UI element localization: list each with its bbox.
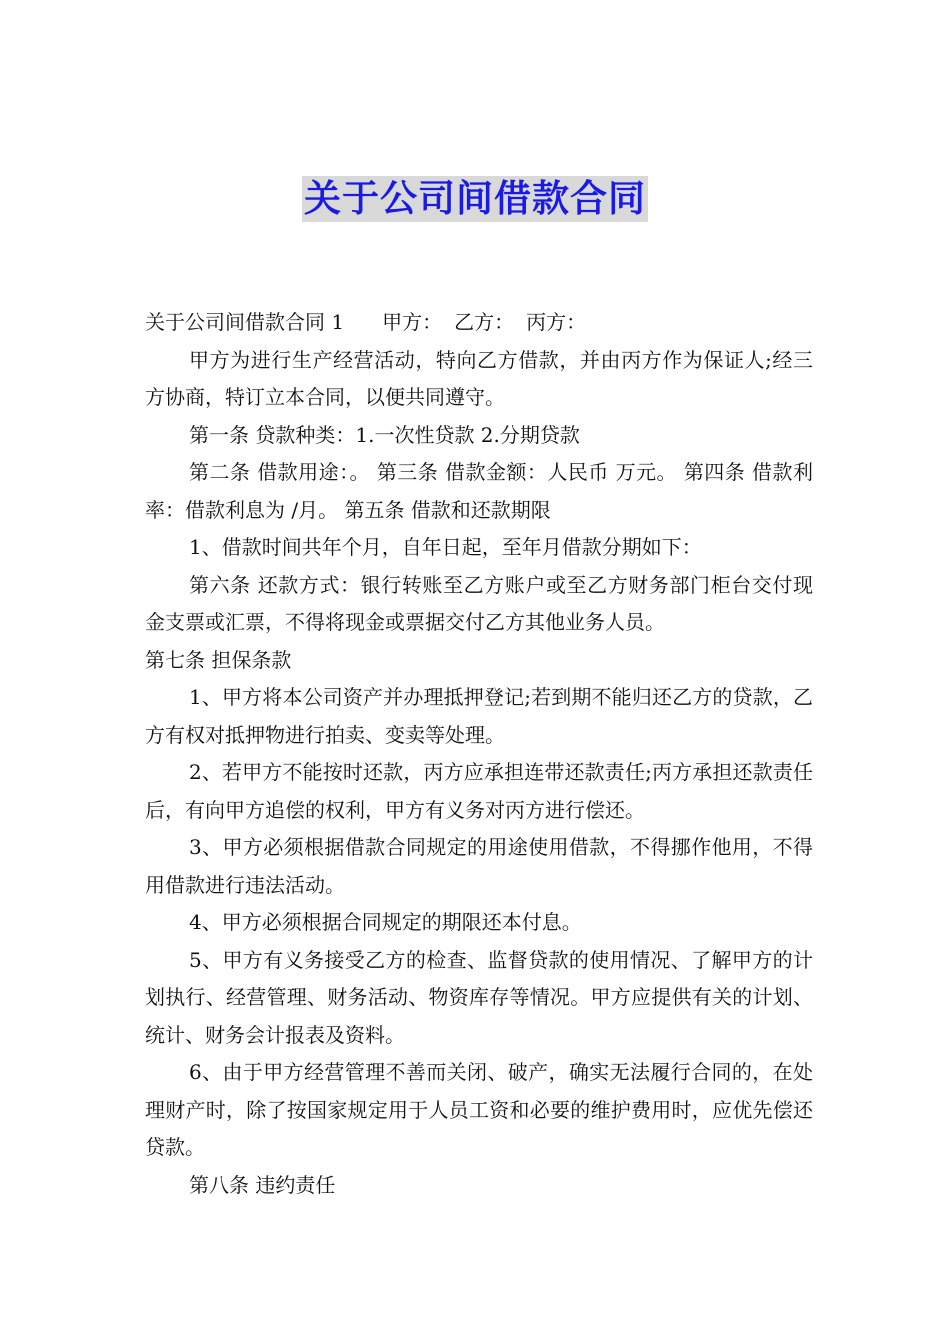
paragraph-guarantee-2: 2、若甲方不能按时还款，丙方应承担连带还款责任;丙方承担还款责任后，有向甲方追偿的权利，甲方有义务对丙方进行偿还。 xyxy=(145,760,813,822)
paragraph-intro: 甲方为进行生产经营活动，特向乙方借款，并由丙方作为保证人;经三方协商，特订立本合同，以便共同遵守。 xyxy=(145,347,813,409)
title-container xyxy=(0,176,950,222)
paragraph-article-2-5: 第二条 借款用途：。 第三条 借款金额：人民币 万元。 第四条 借款利率：借款利息为 /月。 第五条 借款和还款期限 xyxy=(145,460,813,522)
paragraph-guarantee-6: 6、由于甲方经营管理不善而关闭、破产，确实无法履行合同的，在处理财产时，除了按国家规定用于人员工资和必要的维护费用时，应优先偿还贷款。 xyxy=(145,1060,813,1159)
document-title: 关于公司间借款合同 xyxy=(304,177,646,220)
paragraph-loan-term: 1、借款时间共年个月，自年日起，至年月借款分期如下： xyxy=(189,535,702,559)
document-body xyxy=(145,304,813,1204)
doc-name: 关于公司间借款合同 1 xyxy=(145,310,345,334)
paragraph-guarantee-1: 1、甲方将本公司资产并办理抵押登记;若到期不能归还乙方的贷款，乙方有权对抵押物进行拍卖、变卖等处理。 xyxy=(145,685,813,747)
party-a-label: 甲方： xyxy=(382,310,443,334)
paragraph-guarantee-4: 4、甲方必须根据合同规定的期限还本付息。 xyxy=(189,910,582,934)
party-c-label: 丙方： xyxy=(526,310,587,334)
paragraph-guarantee-5: 5、甲方有义务接受乙方的检查、监督贷款的使用情况、了解甲方的计划执行、经营管理、财务活动、物资库存等情况。甲方应提供有关的计划、统计、财务会计报表及资料。 xyxy=(145,947,813,1047)
header-line xyxy=(145,304,813,342)
paragraph-article-8-heading: 第八条 违约责任 xyxy=(189,1172,336,1197)
paragraph-guarantee-3: 3、甲方必须根据借款合同规定的用途使用借款，不得挪作他用，不得用借款进行违法活动。 xyxy=(145,835,813,897)
paragraph-article-1: 第一条 贷款种类：1.一次性贷款 2.分期贷款 xyxy=(189,422,580,447)
paragraph-article-7-heading: 第七条 担保条款 xyxy=(145,647,292,672)
paragraph-article-6: 第六条 还款方式：银行转账至乙方账户或至乙方财务部门柜台交付现金支票或汇票，不得将现金或票据交付乙方其他业务人员。 xyxy=(145,572,813,634)
party-b-label: 乙方： xyxy=(454,310,515,334)
